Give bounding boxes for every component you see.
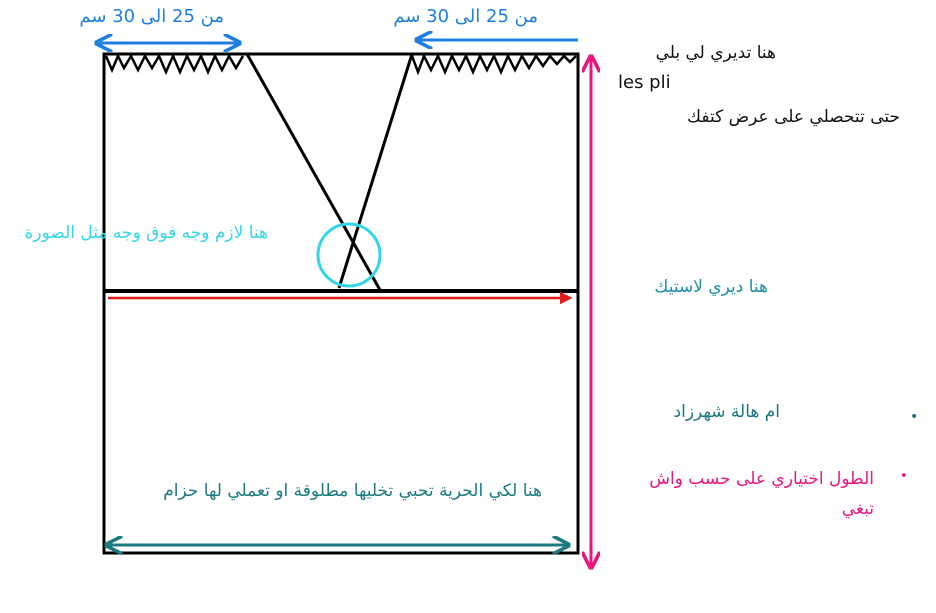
author-bullet: • — [910, 409, 919, 425]
top-left-measure-label: من 25 الى 30 سم — [79, 6, 224, 27]
bottom-note: هنا لكي الحرية تحبي تخليها مطلوقة او تعملي لها حزام — [163, 481, 542, 501]
length-bullet: • — [900, 469, 908, 484]
top-right-measure-label: من 25 الى 30 سم — [393, 6, 538, 27]
face-note: هنا لازم وجه فوق وجه مثل الصورة — [24, 223, 268, 243]
pleats-note-line1: هنا تديري لي بلي — [655, 43, 776, 63]
pleats-note-line3: حتى تتحصلي على عرض كتفك — [687, 107, 900, 127]
right-diagonal-line — [339, 54, 412, 288]
elastic-note: هنا ديري لاستيك — [654, 277, 768, 297]
right-pleat-zigzag — [412, 56, 576, 72]
pleats-note-line2: les pli — [618, 72, 671, 93]
left-pleat-zigzag — [106, 56, 243, 72]
left-diagonal-line — [247, 54, 380, 290]
length-note: الطول اختياري على حسب واش تبغي — [649, 469, 874, 519]
author-note: ام هالة شهرزاد — [673, 402, 780, 422]
